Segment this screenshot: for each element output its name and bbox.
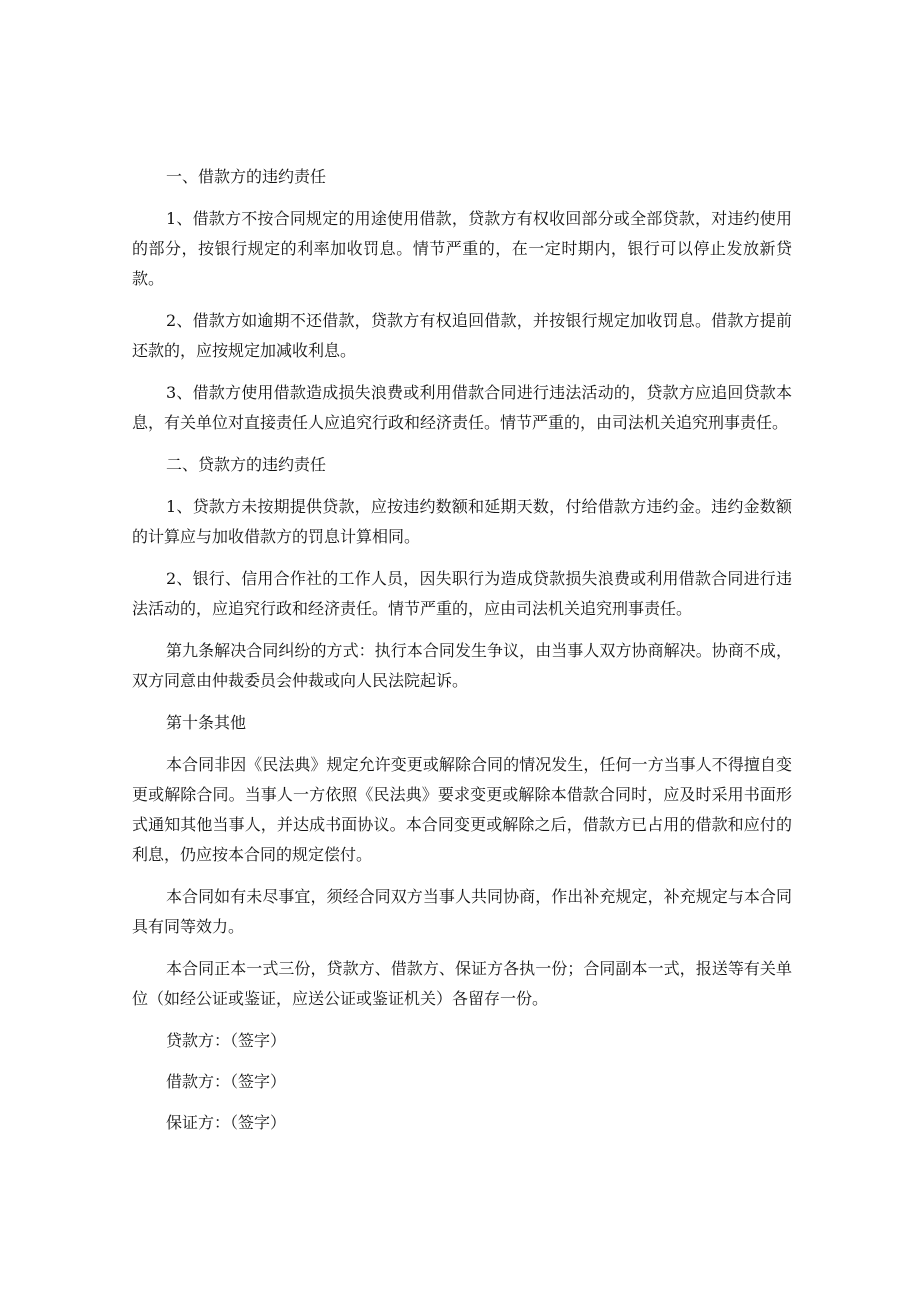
signature-borrower: 借款方：（签字） <box>166 1072 287 1091</box>
paragraph: 2、银行、信用合作社的工作人员，因失职行为造成贷款损失浪费或利用借款合同进行违法活动的，应追究行政和经济责任。情节严重的，应由司法机关追究刑事责任。 <box>132 569 792 618</box>
paragraph: 本合同如有未尽事宜，须经合同双方当事人共同协商，作出补充规定，补充规定与本合同具有同等效力。 <box>132 887 792 936</box>
article-10-heading: 第十条其他 <box>166 713 247 732</box>
signature-guarantor: 保证方：（签字） <box>166 1113 287 1132</box>
article-9-dispute-resolution: 第九条解决合同纠纷的方式：执行本合同发生争议，由当事人双方协商解决。协商不成，双方同意由仲裁委员会仲裁或向人民法院起诉。 <box>132 641 792 690</box>
paragraph: 2、借款方如逾期不还借款，贷款方有权追回借款，并按银行规定加收罚息。借款方提前还款的，应按规定加减收利息。 <box>132 311 792 360</box>
paragraph: 本合同正本一式三份，贷款方、借款方、保证方各执一份；合同副本一式，报送等有关单位（如经公证或鉴证，应送公证或鉴证机关）各留存一份。 <box>132 959 792 1008</box>
paragraph: 本合同非因《民法典》规定允许变更或解除合同的情况发生，任何一方当事人不得擅自变更或解除合同。当事人一方依照《民法典》要求变更或解除本借款合同时，应及时采用书面形式通知其他当事人，并达成书面协议。本合同变更或解除之后，借款方已占用的借款和应付的利息，仍应按本合同的规定偿付。 <box>132 755 792 864</box>
signature-lender: 贷款方：（签字） <box>166 1031 287 1050</box>
document-body <box>132 162 792 1149</box>
paragraph: 1、借款方不按合同规定的用途使用借款，贷款方有权收回部分或全部贷款，对违约使用的部分，按银行规定的利率加收罚息。情节严重的，在一定时期内，银行可以停止发放新贷款。 <box>132 209 792 288</box>
paragraph: 1、贷款方未按期提供贷款，应按违约数额和延期天数，付给借款方违约金。违约金数额的计算应与加收借款方的罚息计算相同。 <box>132 497 792 546</box>
section-heading-lender-liability: 二、贷款方的违约责任 <box>166 455 327 474</box>
paragraph: 3、借款方使用借款造成损失浪费或利用借款合同进行违法活动的，贷款方应追回贷款本息，有关单位对直接责任人应追究行政和经济责任。情节严重的，由司法机关追究刑事责任。 <box>132 383 792 432</box>
section-heading-borrower-liability: 一、借款方的违约责任 <box>166 167 327 186</box>
